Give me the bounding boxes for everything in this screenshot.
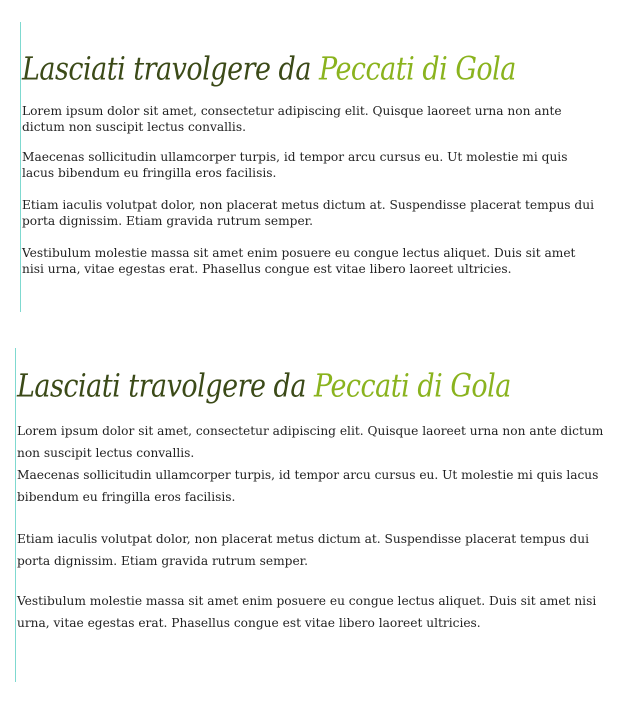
headline-highlight: Peccati di Gola bbox=[314, 368, 511, 405]
paragraph: Maecenas sollicitudin ullamcorper turpis, id tempor arcu cursus eu. Ut molestie mi quis lacus bibendum eu fringilla eros facilisis. bbox=[22, 150, 568, 180]
text-block-loose-spacing bbox=[15, 348, 605, 682]
headline-prefix: Lasciati travolgere da bbox=[17, 368, 314, 405]
headline-highlight: Peccati di Gola bbox=[319, 51, 516, 88]
paragraph: Vestibulum molestie massa sit amet enim posuere eu congue lectus aliquet. Duis sit amet nisi urna, vitae egestas erat. Phasellus congue est vitae libero laoreet ultricies. bbox=[22, 246, 576, 276]
paragraph: Lorem ipsum dolor sit amet, consectetur adipiscing elit. Quisque laoreet urna non ante dictum non suscipit lectus convallis. bbox=[22, 104, 562, 134]
headline-prefix: Lasciati travolgere da bbox=[22, 51, 319, 88]
paragraph: Etiam iaculis volutpat dolor, non placerat metus dictum at. Suspendisse placerat tempus dui porta dignissim. Etiam gravida rutrum semper. bbox=[22, 198, 594, 228]
headline bbox=[17, 368, 605, 405]
paragraph: Lorem ipsum dolor sit amet, consectetur adipiscing elit. Quisque laoreet urna non ante dictum non suscipit lectus convallis. bbox=[17, 424, 604, 460]
headline bbox=[22, 51, 600, 88]
paragraph: Vestibulum molestie massa sit amet enim posuere eu congue lectus aliquet. Duis sit amet nisi urna, vitae egestas erat. Phasellus congue est vitae libero laoreet ultricies. bbox=[17, 594, 597, 630]
text-block-tight-spacing bbox=[20, 22, 600, 312]
paragraph: Etiam iaculis volutpat dolor, non placerat metus dictum at. Suspendisse placerat tempus dui porta dignissim. Etiam gravida rutrum semper. bbox=[17, 532, 589, 568]
paragraph: Maecenas sollicitudin ullamcorper turpis, id tempor arcu cursus eu. Ut molestie mi quis lacus bibendum eu fringilla eros facilisis. bbox=[17, 468, 599, 504]
